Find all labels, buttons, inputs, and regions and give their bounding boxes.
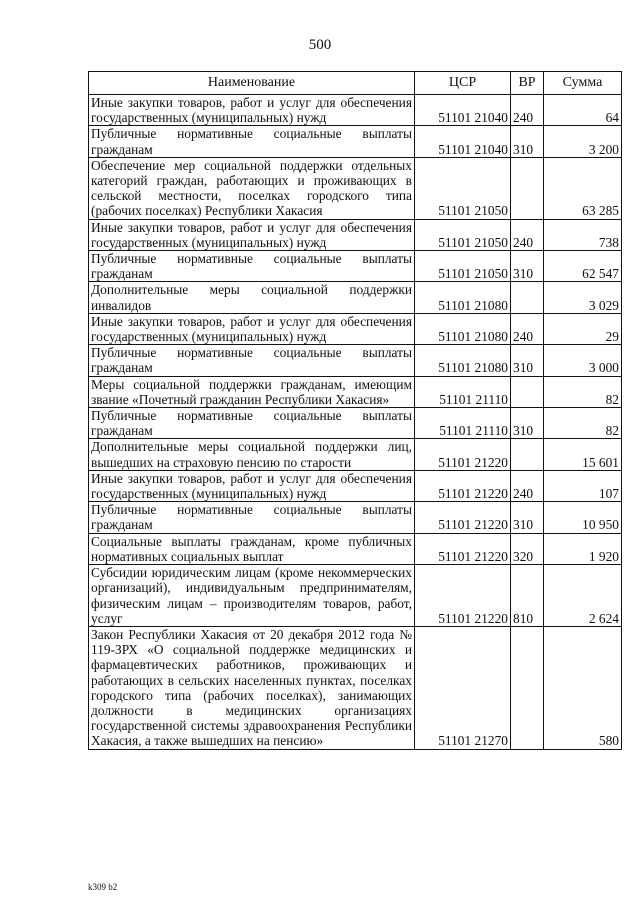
row-csr: 51101 21080	[415, 345, 511, 376]
row-csr: 51101 21270	[415, 626, 511, 749]
footer-code: k309 b2	[88, 882, 118, 892]
row-vr: 240	[511, 95, 544, 126]
row-csr: 51101 21040	[415, 126, 511, 157]
table-row	[89, 345, 622, 376]
budget-table	[88, 71, 622, 750]
header-sum: Сумма	[544, 72, 622, 95]
row-csr: 51101 21040	[415, 95, 511, 126]
row-sum: 3 200	[544, 126, 622, 157]
table-row	[89, 439, 622, 470]
row-name: Социальные выплаты гражданам, кроме публичных нормативных социальных выплат	[89, 533, 415, 564]
row-vr	[511, 376, 544, 407]
row-vr: 310	[511, 408, 544, 439]
table-row	[89, 157, 622, 219]
row-sum: 82	[544, 376, 622, 407]
row-vr: 810	[511, 565, 544, 627]
row-sum: 3 000	[544, 345, 622, 376]
row-vr: 240	[511, 313, 544, 344]
row-name: Публичные нормативные социальные выплаты гражданам	[89, 345, 415, 376]
row-name: Иные закупки товаров, работ и услуг для обеспечения государственных (муниципальных) нужд	[89, 313, 415, 344]
table-row	[89, 376, 622, 407]
row-csr: 51101 21220	[415, 502, 511, 533]
row-sum: 64	[544, 95, 622, 126]
row-sum: 2 624	[544, 565, 622, 627]
row-name: Публичные нормативные социальные выплаты гражданам	[89, 502, 415, 533]
row-csr: 51101 21080	[415, 313, 511, 344]
row-sum: 63 285	[544, 157, 622, 219]
row-csr: 51101 21220	[415, 439, 511, 470]
row-vr: 310	[511, 502, 544, 533]
row-csr: 51101 21080	[415, 282, 511, 313]
row-name: Публичные нормативные социальные выплаты гражданам	[89, 126, 415, 157]
row-vr: 310	[511, 126, 544, 157]
row-vr: 240	[511, 470, 544, 501]
row-vr	[511, 439, 544, 470]
row-csr: 51101 21220	[415, 470, 511, 501]
table-row	[89, 502, 622, 533]
table-row	[89, 313, 622, 344]
row-sum: 62 547	[544, 251, 622, 282]
row-csr: 51101 21110	[415, 376, 511, 407]
row-vr: 310	[511, 251, 544, 282]
table-row	[89, 95, 622, 126]
table-row	[89, 626, 622, 749]
row-sum: 10 950	[544, 502, 622, 533]
row-name: Закон Республики Хакасия от 20 декабря 2012 года № 119-ЗРХ «О социальной поддержке медицинских и фармацевтических работников, проживающих и работающих в сельских населенных пунктах, поселках городского типа (рабочих поселках), занимающих должности в медицинских организациях государственной системы здравоохранения Республики Хакасия, а также вышедших на пенсию»	[89, 626, 415, 749]
table-row	[89, 282, 622, 313]
row-name: Субсидии юридическим лицам (кроме некоммерческих организаций), индивидуальным предпринимателям, физическим лицам – производителям товаров, работ, услуг	[89, 565, 415, 627]
row-sum: 107	[544, 470, 622, 501]
header-csr: ЦСР	[415, 72, 511, 95]
row-csr: 51101 21220	[415, 565, 511, 627]
table-row	[89, 219, 622, 250]
table-row	[89, 565, 622, 627]
table-row	[89, 470, 622, 501]
row-vr: 320	[511, 533, 544, 564]
row-csr: 51101 21220	[415, 533, 511, 564]
page-number: 500	[308, 37, 332, 53]
row-csr: 51101 21050	[415, 219, 511, 250]
row-csr: 51101 21110	[415, 408, 511, 439]
row-sum: 3 029	[544, 282, 622, 313]
row-name: Дополнительные меры социальной поддержки лиц, вышедших на страховую пенсию по старости	[89, 439, 415, 470]
table-row	[89, 533, 622, 564]
row-sum: 1 920	[544, 533, 622, 564]
row-name: Иные закупки товаров, работ и услуг для обеспечения государственных (муниципальных) нужд	[89, 219, 415, 250]
header-name: Наименование	[89, 72, 415, 95]
row-name: Обеспечение мер социальной поддержки отдельных категорий граждан, работающих и проживающих в сельской местности, поселках городского типа (рабочих поселках) Республики Хакасия	[89, 157, 415, 219]
row-name: Публичные нормативные социальные выплаты гражданам	[89, 251, 415, 282]
row-sum: 82	[544, 408, 622, 439]
row-name: Меры социальной поддержки гражданам, имеющим звание «Почетный гражданин Республики Хакасия»	[89, 376, 415, 407]
row-vr	[511, 626, 544, 749]
row-sum: 29	[544, 313, 622, 344]
header-vr: ВР	[511, 72, 544, 95]
row-vr: 240	[511, 219, 544, 250]
row-name: Дополнительные меры социальной поддержки инвалидов	[89, 282, 415, 313]
row-vr	[511, 157, 544, 219]
table-row	[89, 408, 622, 439]
table-header-row	[89, 72, 622, 95]
row-name: Иные закупки товаров, работ и услуг для обеспечения государственных (муниципальных) нужд	[89, 95, 415, 126]
table-row	[89, 251, 622, 282]
row-sum: 738	[544, 219, 622, 250]
row-vr: 310	[511, 345, 544, 376]
table-row	[89, 126, 622, 157]
row-name: Публичные нормативные социальные выплаты гражданам	[89, 408, 415, 439]
row-name: Иные закупки товаров, работ и услуг для обеспечения государственных (муниципальных) нужд	[89, 470, 415, 501]
row-sum: 15 601	[544, 439, 622, 470]
row-vr	[511, 282, 544, 313]
row-sum: 580	[544, 626, 622, 749]
row-csr: 51101 21050	[415, 251, 511, 282]
row-csr: 51101 21050	[415, 157, 511, 219]
